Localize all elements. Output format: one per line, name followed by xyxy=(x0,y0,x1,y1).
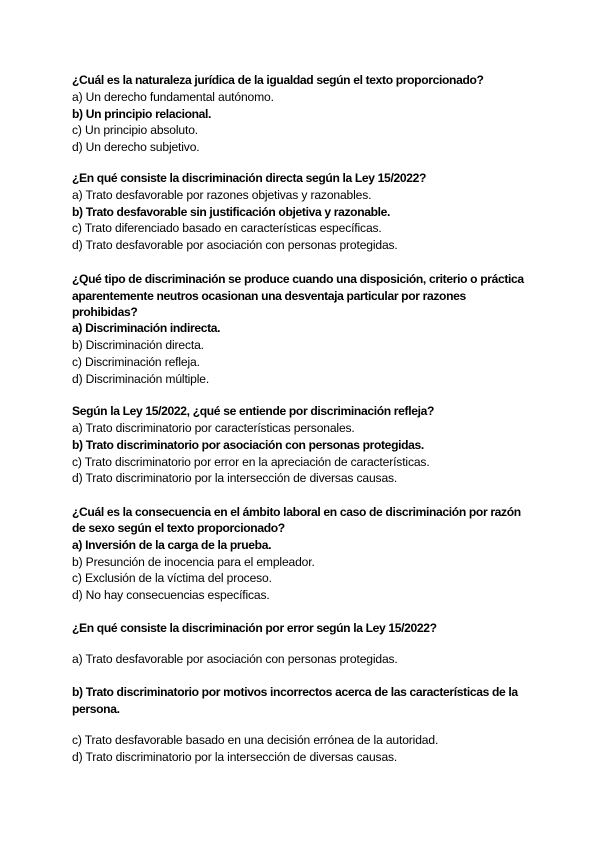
answer-option-b-correct-line-2: persona. xyxy=(72,702,120,716)
answer-option-c: c) Un principio absoluto. xyxy=(72,123,198,137)
answer-option-d: d) Trato discriminatorio por la intersección de diversas causas. xyxy=(72,471,398,485)
question-text-line-1: ¿Cuál es la consecuencia en el ámbito laboral en caso de discriminación por razón xyxy=(72,505,521,519)
question-text: ¿Cuál es la naturaleza jurídica de la igualdad según el texto proporcionado? xyxy=(72,73,484,87)
answer-option-d: d) Discriminación múltiple. xyxy=(72,372,210,386)
answer-option-a-correct: a) Inversión de la carga de la prueba. xyxy=(72,538,272,552)
answer-option-d: d) Trato desfavorable por asociación con personas protegidas. xyxy=(72,238,398,252)
answer-option-c: c) Trato diferenciado basado en características específicas. xyxy=(72,221,382,235)
answer-option-d: d) Un derecho subjetivo. xyxy=(72,140,200,154)
answer-option-a-correct: a) Discriminación indirecta. xyxy=(72,321,221,335)
answer-option-c: c) Trato discriminatorio por error en la apreciación de características. xyxy=(72,455,430,469)
question-text-line-3: prohibidas? xyxy=(72,305,138,319)
answer-option-d: d) No hay consecuencias específicas. xyxy=(72,588,270,602)
question-text-line-2: aparentemente neutros ocasionan una desventaja particular por razones xyxy=(72,289,466,303)
answer-option-b: b) Presunción de inocencia para el empleador. xyxy=(72,555,315,569)
answer-option-d: d) Trato discriminatorio por la intersección de diversas causas. xyxy=(72,750,398,764)
question-text: Según la Ley 15/2022, ¿qué se entiende por discriminación refleja? xyxy=(72,404,435,418)
answer-option-c: c) Discriminación refleja. xyxy=(72,355,200,369)
answer-option-a: a) Un derecho fundamental autónomo. xyxy=(72,90,274,104)
answer-option-b-correct-line-1: b) Trato discriminatorio por motivos incorrectos acerca de las características de la xyxy=(72,685,518,699)
question-text-line-1: ¿Qué tipo de discriminación se produce cuando una disposición, criterio o práctica xyxy=(72,272,524,286)
answer-option-a: a) Trato desfavorable por razones objetivas y razonables. xyxy=(72,188,372,202)
question-text: ¿En qué consiste la discriminación directa según la Ley 15/2022? xyxy=(72,171,426,185)
question-text: ¿En qué consiste la discriminación por error según la Ley 15/2022? xyxy=(72,621,437,635)
answer-option-b-correct: b) Trato discriminatorio por asociación con personas protegidas. xyxy=(72,438,424,452)
answer-option-b: b) Discriminación directa. xyxy=(72,338,204,352)
answer-option-c: c) Exclusión de la víctima del proceso. xyxy=(72,571,272,585)
answer-option-b-correct: b) Un principio relacional. xyxy=(72,107,212,121)
answer-option-a: a) Trato desfavorable por asociación con personas protegidas. xyxy=(72,652,398,666)
answer-option-a: a) Trato discriminatorio por características personales. xyxy=(72,421,355,435)
question-text-line-2: de sexo según el texto proporcionado? xyxy=(72,521,285,535)
answer-option-c: c) Trato desfavorable basado en una decisión errónea de la autoridad. xyxy=(72,733,439,747)
answer-option-b-correct: b) Trato desfavorable sin justificación objetiva y razonable. xyxy=(72,205,391,219)
